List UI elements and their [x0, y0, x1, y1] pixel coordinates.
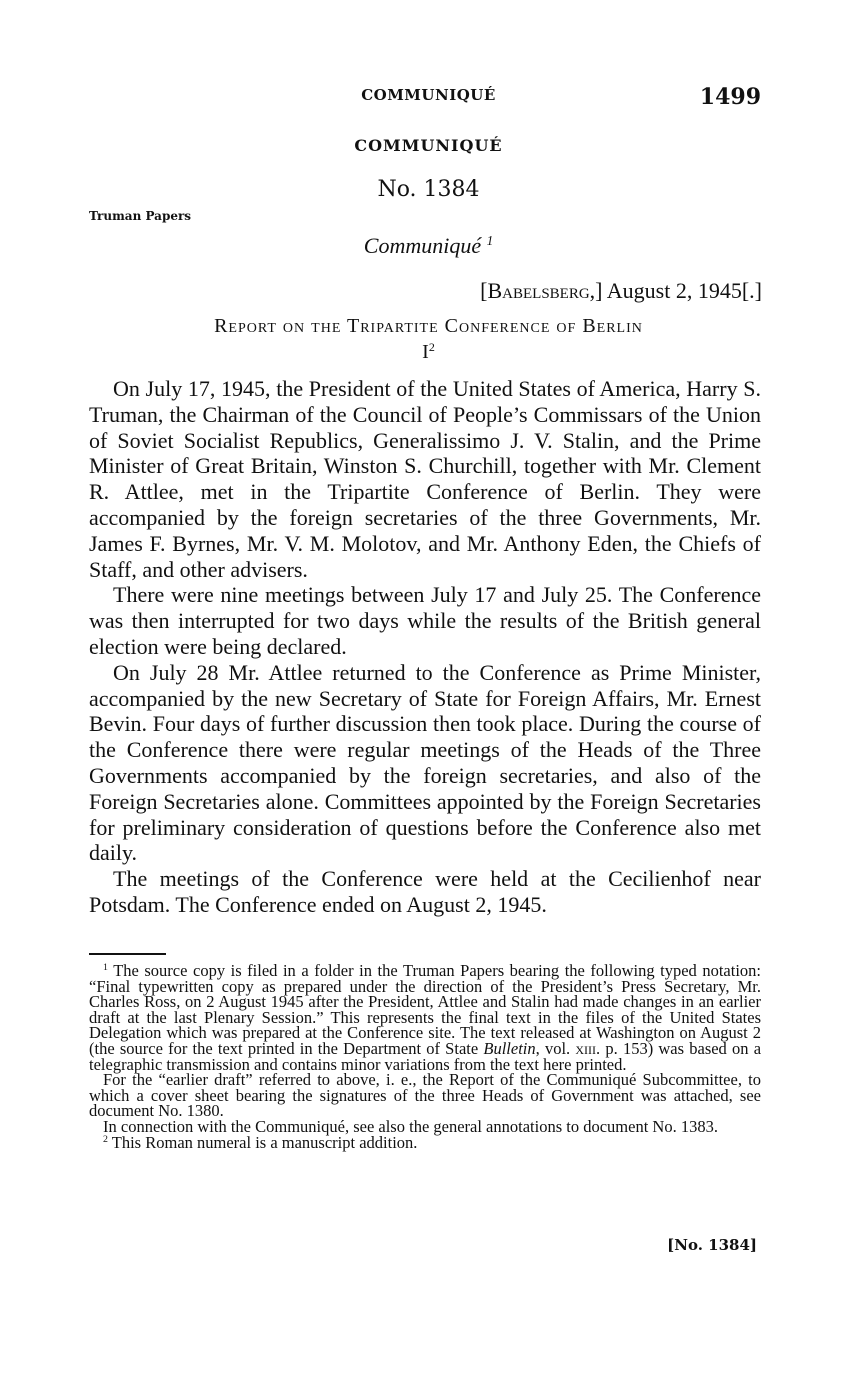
footnote-2 [89, 1132, 761, 1152]
footnote-text: This Roman numeral is a manuscript addition. [111, 1132, 418, 1152]
page-number: 1499 [699, 84, 761, 110]
document-title-text: Communiqué [363, 233, 482, 258]
section-numeral [0, 341, 857, 364]
footnote-italic: Bulletin [483, 1038, 536, 1058]
dateline-date: ,] August 2, 1945[.] [589, 278, 762, 303]
footnotes [89, 963, 761, 1150]
footnote-ref-2: 2 [428, 339, 435, 354]
running-head: COMMUNIQUÉ [361, 86, 496, 104]
footnote-marker: 1 [103, 962, 108, 974]
paragraph: On July 17, 1945, the President of the United States of America, Harry S. Truman, the Chairman of the Council of People’s Commissars of the Union of Soviet Socialist Republics, Generalissimo J. V. Stalin, and the Prime Minister of Great Britain, Winston S. Churchill, together with Mr. Clement R. Attlee, met in the Tripartite Conference of Berlin. They were accompanied by the foreign secretaries of the three Governments, Mr. James F. Byrnes, Mr. V. M. Molotov, and Mr. Anthony Eden, the Chiefs of Staff, and other advisers. [89, 376, 761, 582]
dateline [480, 278, 762, 304]
paragraph: There were nine meetings between July 17 and July 25. The Conference was then interrupted for two days while the results of the British general election were being declared. [89, 582, 761, 659]
footnote-text: , vol. [535, 1038, 571, 1058]
paragraph: On July 28 Mr. Attlee returned to the Conference as Prime Minister, accompanied by the new Secretary of State for Foreign Affairs, Mr. Ernest Bevin. Four days of further discussion then took place. During the course of the Conference there were regular meetings of the Heads of the Three Governments accompanied by the foreign secretaries, and also of the Foreign Secretaries alone. Committees appointed by the Foreign Secretaries for preliminary consideration of questions before the Conference also met daily. [89, 659, 761, 866]
footnote-volume: xiii [575, 1038, 597, 1058]
source-label: Truman Papers [89, 209, 192, 223]
document-reference: [No. 1384] [667, 1236, 757, 1254]
footnote-marker: 2 [103, 1133, 108, 1145]
dateline-place: Babelsberg [487, 278, 590, 303]
paragraph: The meetings of the Conference were held at the Cecilienhof near Potsdam. The Conference ended on August 2, 1945. [89, 866, 761, 917]
section-numeral-text: I [422, 341, 429, 363]
footnote-ref-1: 1 [486, 233, 494, 249]
footnote-text: . p. 153) was based on a telegraphic transmission and contains minor variations from the text here printed. [89, 1038, 762, 1074]
document-heading: COMMUNIQUÉ [354, 136, 503, 155]
footnote-1-continued: In connection with the Communiqué, see also the general annotations to document No. 1383. [103, 1116, 718, 1136]
document-title [0, 233, 857, 259]
dateline-open: [ [480, 278, 488, 303]
document-number: No. 1384 [377, 177, 480, 202]
report-title: Report on the Tripartite Conference of Berlin [214, 315, 643, 337]
footnote-divider [89, 953, 166, 955]
footnote-text: The source copy is filed in a folder in the Truman Papers bearing the following typed notation: “Final typewritten copy as prepared under the direction of the President’s Press Secretary, Mr. Charles Ross, on 2 August 1945 after the President, Attlee and Stalin had made changes in an earlier draft at the last Plenary Session.” This represents the final text in the files of the United States Delegation which was prepared at the Conference site. The text released at Washington on August 2 (the source for the text printed in the Department of State [89, 961, 761, 1058]
footnote-1-continued: For the “earlier draft” referred to above, i. e., the Report of the Communiqué Subcommittee, to which a cover sheet bearing the signatures of the three Heads of Government was attached, see document No. 1380. [89, 1070, 761, 1121]
body-text [89, 376, 761, 918]
footnote-1 [89, 963, 761, 1072]
